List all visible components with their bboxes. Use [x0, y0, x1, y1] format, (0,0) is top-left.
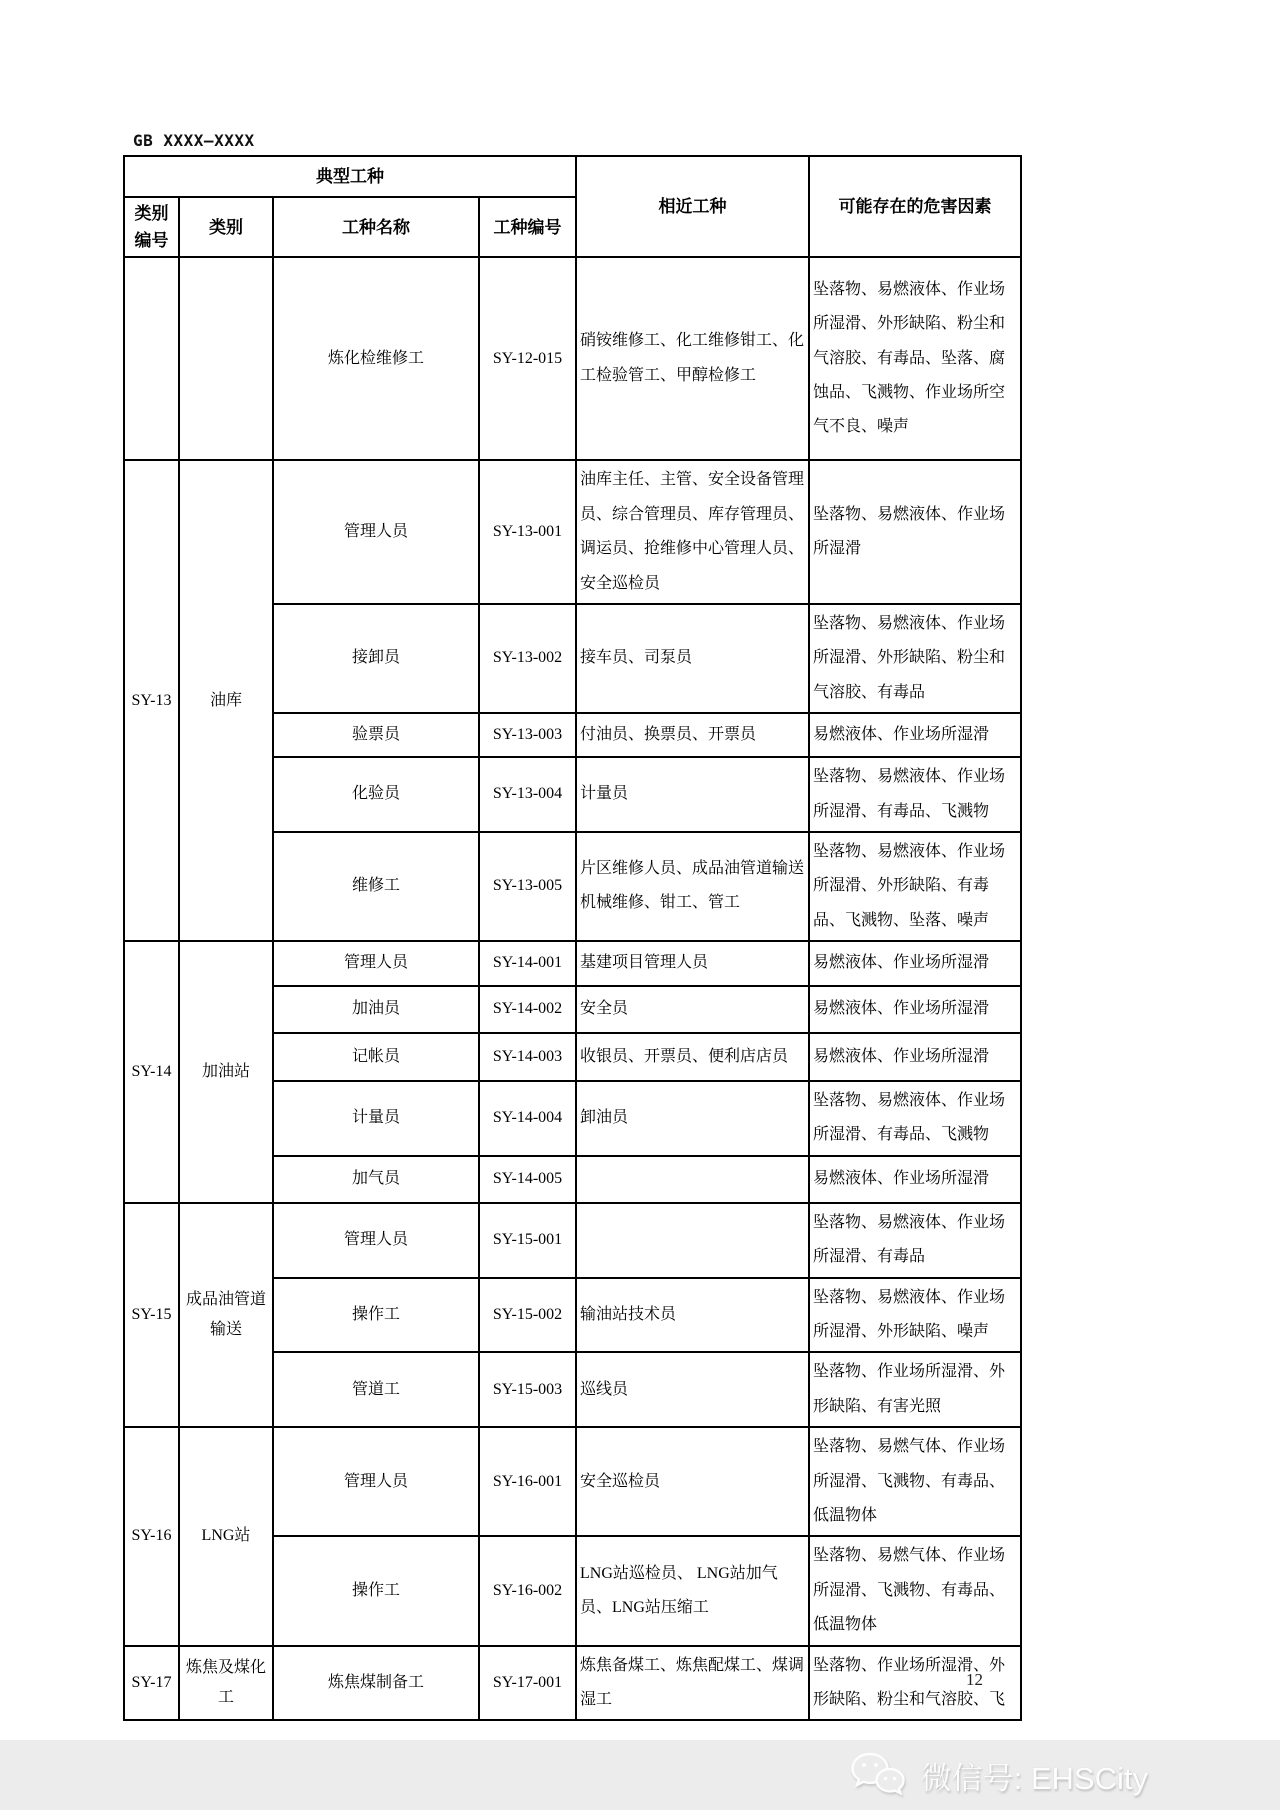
cell-category: 油库 [179, 460, 273, 941]
header-hazards: 可能存在的危害因素 [809, 156, 1021, 257]
cell-category: 炼焦及煤化工 [179, 1646, 273, 1721]
cell-hazards: 坠落物、易燃液体、作业场所湿滑、有毒品、飞溅物 [809, 1081, 1021, 1156]
header-job-code: 工种编号 [479, 197, 576, 257]
cell-job-code: SY-15-003 [479, 1352, 576, 1427]
cell-similar-jobs: 基建项目管理人员 [576, 941, 809, 986]
cell-category: LNG站 [179, 1427, 273, 1645]
cell-hazards: 易燃液体、作业场所湿滑 [809, 1156, 1021, 1203]
cell-job-name: 炼焦煤制备工 [273, 1646, 479, 1721]
cell-category: 加油站 [179, 941, 273, 1203]
cell-job-name: 维修工 [273, 832, 479, 941]
cell-category-no: SY-14 [124, 941, 179, 1203]
header-job-name: 工种名称 [273, 197, 479, 257]
cell-job-code: SY-13-003 [479, 713, 576, 757]
cell-category-no: SY-16 [124, 1427, 179, 1645]
cell-job-code: SY-15-001 [479, 1203, 576, 1278]
cell-job-name: 管理人员 [273, 460, 479, 604]
cell-similar-jobs: 接车员、司泵员 [576, 604, 809, 713]
cell-similar-jobs: 片区维修人员、成品油管道输送机械维修、钳工、管工 [576, 832, 809, 941]
cell-similar-jobs [576, 1156, 809, 1203]
cell-job-name: 管理人员 [273, 1203, 479, 1278]
cell-category-no: SY-15 [124, 1203, 179, 1427]
cell-hazards: 坠落物、作业场所湿滑、外形缺陷、有害光照 [809, 1352, 1021, 1427]
cell-hazards: 坠落物、易燃液体、作业场所湿滑、外形缺陷、粉尘和气溶胶、有毒品 [809, 604, 1021, 713]
header-category: 类别 [179, 197, 273, 257]
wechat-icon [849, 1751, 907, 1799]
cell-category-no: SY-13 [124, 460, 179, 941]
cell-similar-jobs: 炼焦备煤工、炼焦配煤工、煤调湿工 [576, 1646, 809, 1721]
cell-hazards: 易燃液体、作业场所湿滑 [809, 941, 1021, 986]
cell-job-code: SY-14-001 [479, 941, 576, 986]
cell-job-code: SY-13-001 [479, 460, 576, 604]
cell-similar-jobs: 计量员 [576, 757, 809, 832]
cell-job-code: SY-12-015 [479, 257, 576, 460]
cell-hazards: 易燃液体、作业场所湿滑 [809, 1033, 1021, 1081]
cell-hazards: 易燃液体、作业场所湿滑 [809, 986, 1021, 1033]
cell-similar-jobs: 输油站技术员 [576, 1278, 809, 1353]
table-row [124, 1646, 1021, 1721]
cell-job-code: SY-13-004 [479, 757, 576, 832]
cell-category-no [124, 257, 179, 460]
cell-category [179, 257, 273, 460]
cell-hazards: 坠落物、易燃液体、作业场所湿滑、有毒品 [809, 1203, 1021, 1278]
header-similar-jobs: 相近工种 [576, 156, 809, 257]
cell-similar-jobs: 收银员、开票员、便利店店员 [576, 1033, 809, 1081]
cell-job-name: 管理人员 [273, 1427, 479, 1536]
cell-job-code: SY-16-001 [479, 1427, 576, 1536]
cell-category: 成品油管道输送 [179, 1203, 273, 1427]
cell-hazards: 坠落物、易燃液体、作业场所湿滑、外形缺陷、粉尘和气溶胶、有毒品、坠落、腐蚀品、飞溅物、作业场所空气不良、噪声 [809, 257, 1021, 460]
header-category-no: 类别编号 [124, 197, 179, 257]
cell-job-code: SY-14-004 [479, 1081, 576, 1156]
header-row-1 [124, 156, 1021, 197]
cell-hazards: 易燃液体、作业场所湿滑 [809, 713, 1021, 757]
cell-job-name: 加气员 [273, 1156, 479, 1203]
cell-similar-jobs: 付油员、换票员、开票员 [576, 713, 809, 757]
wechat-account-label: 微信号: EHSCity [920, 1760, 1148, 1796]
footer-bar [0, 1740, 1280, 1810]
cell-job-code: SY-15-002 [479, 1278, 576, 1353]
cell-job-name: 管理人员 [273, 941, 479, 986]
cell-hazards: 坠落物、易燃气体、作业场所湿滑、飞溅物、有毒品、低温物体 [809, 1536, 1021, 1645]
table-row [124, 1427, 1021, 1536]
cell-job-name: 计量员 [273, 1081, 479, 1156]
cell-job-name: 加油员 [273, 986, 479, 1033]
table-row [124, 257, 1021, 460]
cell-job-code: SY-14-003 [479, 1033, 576, 1081]
cell-job-code: SY-14-002 [479, 986, 576, 1033]
cell-job-name: 记帐员 [273, 1033, 479, 1081]
cell-hazards: 坠落物、易燃液体、作业场所湿滑、外形缺陷、有毒品、飞溅物、坠落、噪声 [809, 832, 1021, 941]
cell-category-no: SY-17 [124, 1646, 179, 1721]
cell-similar-jobs: 巡线员 [576, 1352, 809, 1427]
cell-similar-jobs: 硝铵维修工、化工维修钳工、化工检验管工、甲醇检修工 [576, 257, 809, 460]
cell-job-name: 操作工 [273, 1536, 479, 1645]
cell-similar-jobs: LNG站巡检员、 LNG站加气员、LNG站压缩工 [576, 1536, 809, 1645]
cell-job-code: SY-16-002 [479, 1536, 576, 1645]
cell-job-code: SY-14-005 [479, 1156, 576, 1203]
cell-hazards: 坠落物、易燃液体、作业场所湿滑、外形缺陷、噪声 [809, 1278, 1021, 1353]
table-row [124, 941, 1021, 986]
table-row [124, 1203, 1021, 1278]
cell-similar-jobs: 安全巡检员 [576, 1427, 809, 1536]
cell-hazards: 坠落物、易燃气体、作业场所湿滑、飞溅物、有毒品、低温物体 [809, 1427, 1021, 1536]
cell-job-code: SY-17-001 [479, 1646, 576, 1721]
cell-job-name: 验票员 [273, 713, 479, 757]
cell-job-name: 接卸员 [273, 604, 479, 713]
cell-job-name: 炼化检维修工 [273, 257, 479, 460]
cell-similar-jobs: 卸油员 [576, 1081, 809, 1156]
table-row [124, 460, 1021, 604]
cell-similar-jobs: 安全员 [576, 986, 809, 1033]
cell-job-code: SY-13-002 [479, 604, 576, 713]
cell-hazards: 坠落物、易燃液体、作业场所湿滑 [809, 460, 1021, 604]
cell-job-name: 管道工 [273, 1352, 479, 1427]
cell-job-name: 化验员 [273, 757, 479, 832]
cell-job-name: 操作工 [273, 1278, 479, 1353]
header-typical-jobs: 典型工种 [124, 156, 576, 197]
standard-code: GB XXXX—XXXX [133, 131, 255, 150]
cell-similar-jobs: 油库主任、主管、安全设备管理员、综合管理员、库存管理员、调运员、抢维修中心管理人员、安全巡检员 [576, 460, 809, 604]
page-number: 12 [966, 1670, 983, 1689]
job-hazard-table [123, 155, 1022, 1721]
cell-hazards: 坠落物、作业场所湿滑、外形缺陷、粉尘和气溶胶、飞 [809, 1646, 1021, 1721]
cell-similar-jobs [576, 1203, 809, 1278]
cell-job-code: SY-13-005 [479, 832, 576, 941]
cell-hazards: 坠落物、易燃液体、作业场所湿滑、有毒品、飞溅物 [809, 757, 1021, 832]
